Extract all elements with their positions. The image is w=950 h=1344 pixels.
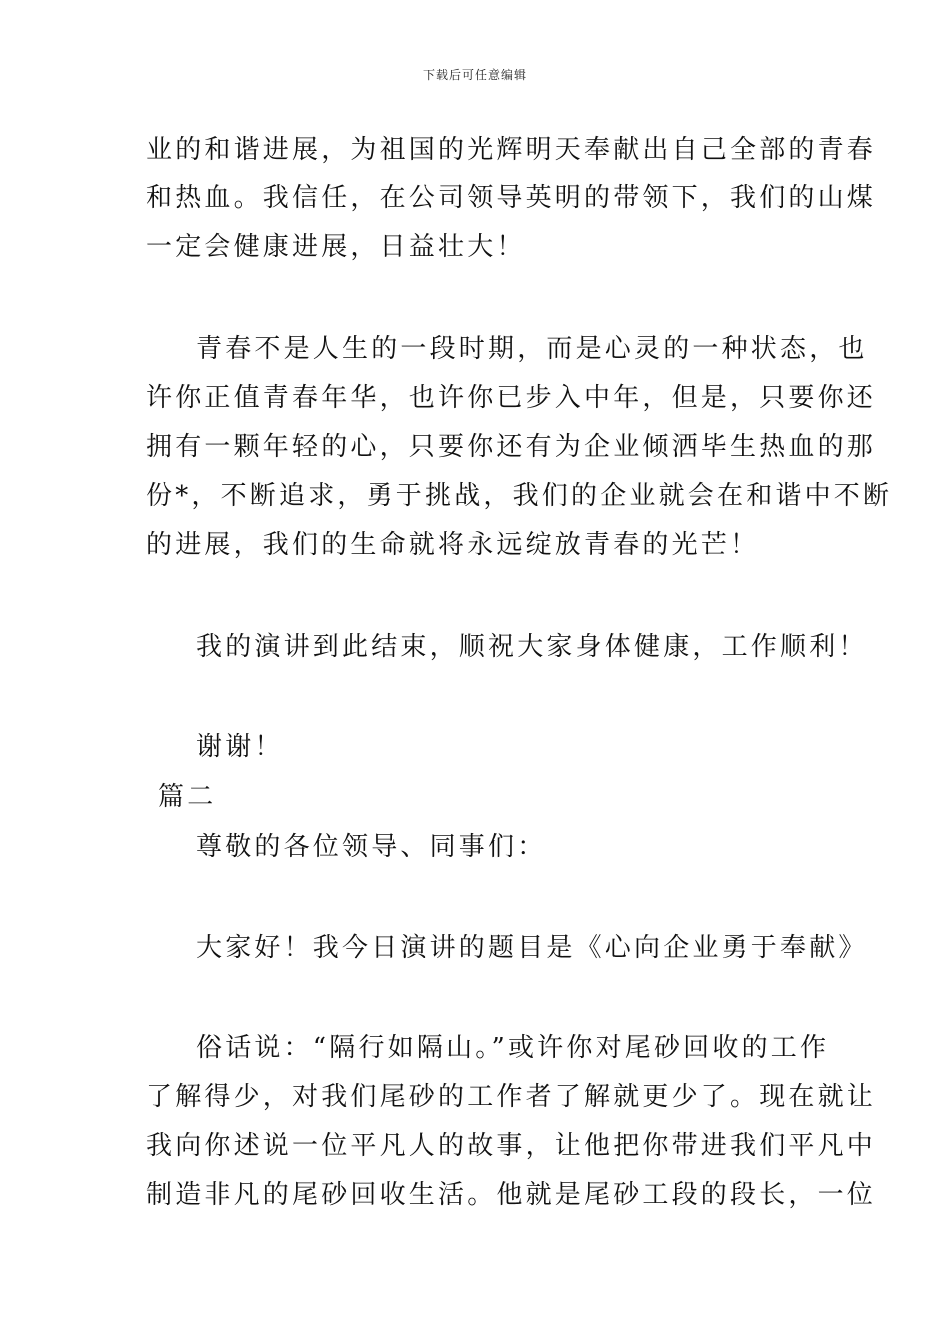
text-line: 的进展，我们的生命就将永远绽放青春的光芒！ (146, 530, 760, 560)
text-line: 了解得少，对我们尾砂的工作者了解就更少了。现在就让 (146, 1082, 877, 1112)
text-line: 我向你述说一位平凡人的故事，让他把你带进我们平凡中 (146, 1131, 877, 1161)
text-line: 一定会健康进展，日益壮大！ (146, 232, 526, 262)
text-line: 俗话说：“隔行如隔山。”或许你对尾砂回收的工作 (196, 1033, 830, 1063)
text-line: 份*，不断追求，勇于挑战，我们的企业就会在和谐中不断 (146, 481, 893, 511)
page-header: 下载后可任意编辑 (422, 68, 527, 82)
text-line: 拥有一颗年轻的心，只要你还有为企业倾洒毕生热血的那 (146, 432, 877, 462)
text-line: 许你正值青春年华，也许你已步入中年，但是，只要你还 (146, 383, 877, 413)
text-line: 业的和谐进展，为祖国的光辉明天奉献出自己全部的青春 (146, 135, 877, 165)
text-line: 谢谢！ (196, 732, 284, 762)
text-line: 和热血。我信任，在公司领导英明的带领下，我们的山煤 (146, 183, 877, 213)
section-heading: 篇二 (158, 782, 217, 812)
text-line: 我的演讲到此结束，顺祝大家身体健康，工作顺利！ (196, 632, 868, 662)
text-line: 大家好！我今日演讲的题目是《心向企业勇于奉献》 (196, 933, 868, 963)
text-line: 青春不是人生的一段时期，而是心灵的一种状态，也 (196, 334, 868, 364)
text-line: 制造非凡的尾砂回收生活。他就是尾砂工段的段长，一位 (146, 1180, 877, 1210)
text-line: 尊敬的各位领导、同事们： (196, 832, 547, 862)
